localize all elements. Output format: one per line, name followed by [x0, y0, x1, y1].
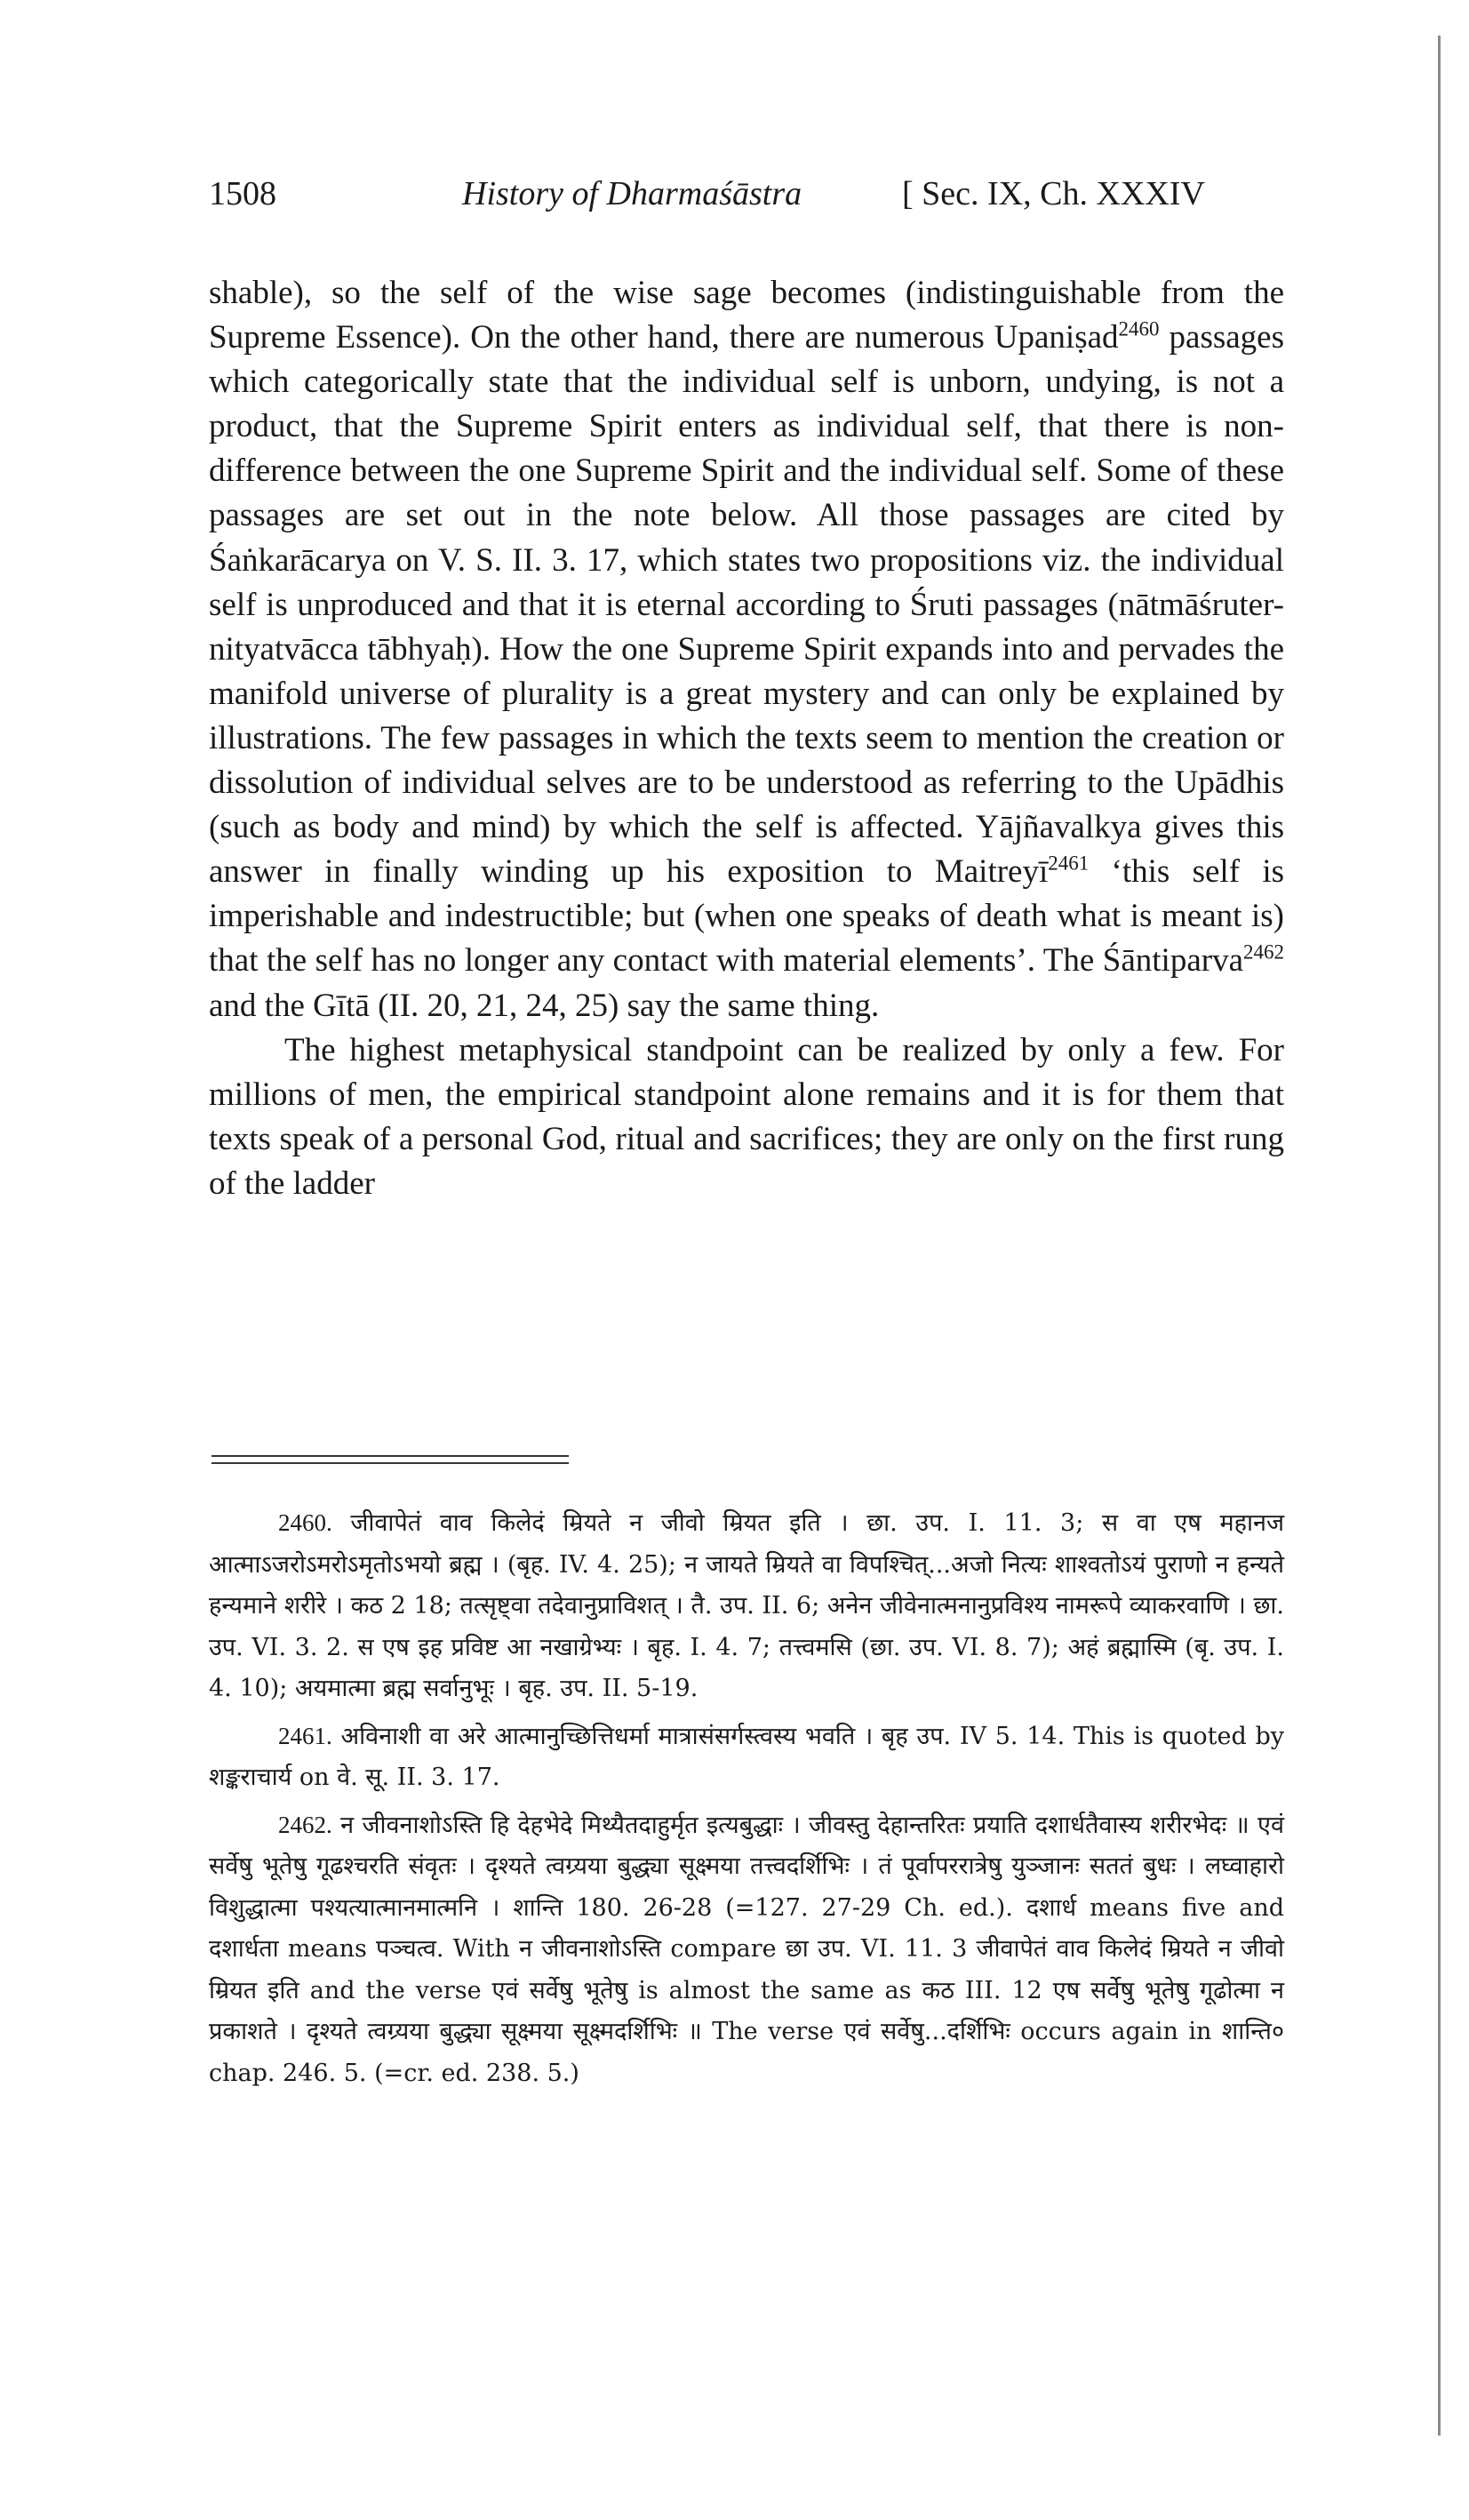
paragraph-1	[209, 271, 1284, 1028]
footnote-text: जीवापेतं वाव किलेदं म्रियते न जीवो म्रियत इति । छा. उप. I. 11. 3; स वा एष महानज आत्माऽजरोऽमरोऽमृतोऽभयो ब्रह्म । (बृह. IV. 4. 25); न जायते म्रियते वा विपश्चित्...अजो नित्यः शाश्वतोऽयं पुराणो न हन्यते हन्यमाने शरीरे । कठ 2 18; तत्सृष्ट्वा तदेवानुप्राविशत् । तै. उप. II. 6; अनेन जीवेनात्मनानुप्रविश्य नामरूपे व्याकरवाणि । छा. उप. VI. 3. 2. स एष इह प्रविष्ट आ नखाग्रेभ्यः । बृह. I. 4. 7; तत्त्वमसि (छा. उप. VI. 8. 7); अहं ब्रह्मास्मि (बृ. उप. I. 4. 10); अयमात्मा ब्रह्म सर्वानुभूः । बृह. उप. II. 5-19.	[209, 1509, 1284, 1702]
footnote-ref-2461: 2461	[1048, 852, 1090, 875]
footnote-2462	[209, 1804, 1284, 2095]
book-title: History of Dharmaśāstra	[462, 175, 802, 212]
paragraph-2: The highest metaphysical standpoint can be realized by only a few. For millions of men, the empirical standpoint alone remains and it is for them that texts speak of a personal God, ritual and sacrifices; they are only on the first rung of the ladder	[209, 1031, 1284, 1202]
running-header	[209, 174, 1320, 228]
footnote-text: न जीवनाशोऽस्ति हि देहभेदे मिथ्यैतदाहुर्मृत इत्यबुद्धाः । जीवस्तु देहान्तरितः प्रयाति दशार्धतैवास्य शरीरभेदः ॥ एवं सर्वेषु भूतेषु गूढश्चरति संवृतः । दृश्यते त्वग्र्यया बुद्ध्या सूक्ष्मया तत्त्वदर्शिभिः । तं पूर्वापररात्रेषु युञ्जानः सततं बुधः । लघ्वाहारो विशुद्धात्मा पश्यत्यात्मानमात्मनि । शान्ति 180. 26-28 (=127. 27-29 Ch. ed.). दशार्ध means five and दशार्धता means पञ्चत्व. With न जीवनाशोऽस्ति compare छा उप. VI. 11. 3 जीवापेतं वाव किलेदं म्रियते न जीवो म्रियत इति and the verse एवं सर्वेषु भूतेषु is almost the same as कठ III. 12 एष सर्वेषु भूतेषु गूढोत्मा न प्रकाशते । दृश्यते त्वग्र्यया बुद्ध्या सूक्ष्मया सूक्ष्मदर्शिभिः ॥ The verse एवं सर्वेषु...दर्शिभिः occurs again in शान्ति० chap. 246. 5. (=cr. ed. 238. 5.)	[209, 1811, 1284, 2087]
footnote-number: 2460.	[278, 1509, 332, 1536]
footnote-ref-2462: 2462	[1243, 941, 1284, 964]
footnote-2460	[209, 1502, 1284, 1710]
paragraph-1-part-b: passages which categorically state that the individual self is unborn, undying, is not a product, that the Supreme Spirit enters as individual self, that there is non-difference between the one Supreme Spirit and the individual self. Some of these passages are set out in the note below. All those passages are cited by Śaṅkarācarya on V. S. II. 3. 17, which states two propositions viz. the individual self is unproduced and that it is eternal according to Śruti passages (nātmāśruter-nityatvācca tābhyaḥ). How the one Supreme Spirit expands into and pervades the manifold universe of plurality is a great mystery and can only be explained by illustrations. The few passages in which the texts seem to mention the creation or dissolution of individual selves are to be understood as referring to the Upādhis (such as body and mind) by which the self is affected. Yājñavalkya gives this answer in finally winding up his exposition to Maitreyī	[209, 319, 1284, 891]
paragraph-1-part-a: shable), so the self of the wise sage becomes (indistinguishable from the Supreme Essence). On the other hand, there are numerous Upaniṣad	[209, 275, 1284, 356]
footnote-number: 2461.	[278, 1722, 332, 1749]
footnote-text: अविनाशी वा अरे आत्मानुच्छित्तिधर्मा मात्रासंसर्गस्त्वस्य भवति । बृह उप. IV 5. 14. This is quoted by शङ्कराचार्य on वे. सू. II. 3. 17.	[209, 1722, 1284, 1791]
footnote-ref-2460: 2460	[1118, 317, 1160, 340]
page-number: 1508	[209, 175, 276, 212]
page-edge-rule	[1438, 36, 1441, 2436]
footnote-separator	[212, 1455, 569, 1464]
footnote-2461	[209, 1716, 1284, 1799]
section-reference: [ Sec. IX, Ch. XXXIV	[902, 175, 1205, 212]
paragraph-1-part-c: ‘this self is imperishable and indestructible; but (when one speaks of death what is meant is) that the self has no longer any contact with material elements’. The Śāntiparva	[209, 853, 1284, 980]
footnote-number: 2462.	[278, 1811, 332, 1838]
main-text	[209, 271, 1284, 1206]
footnotes	[209, 1502, 1284, 2100]
paragraph-1-part-d: and the Gītā (II. 20, 21, 24, 25) say the same thing.	[209, 987, 880, 1024]
